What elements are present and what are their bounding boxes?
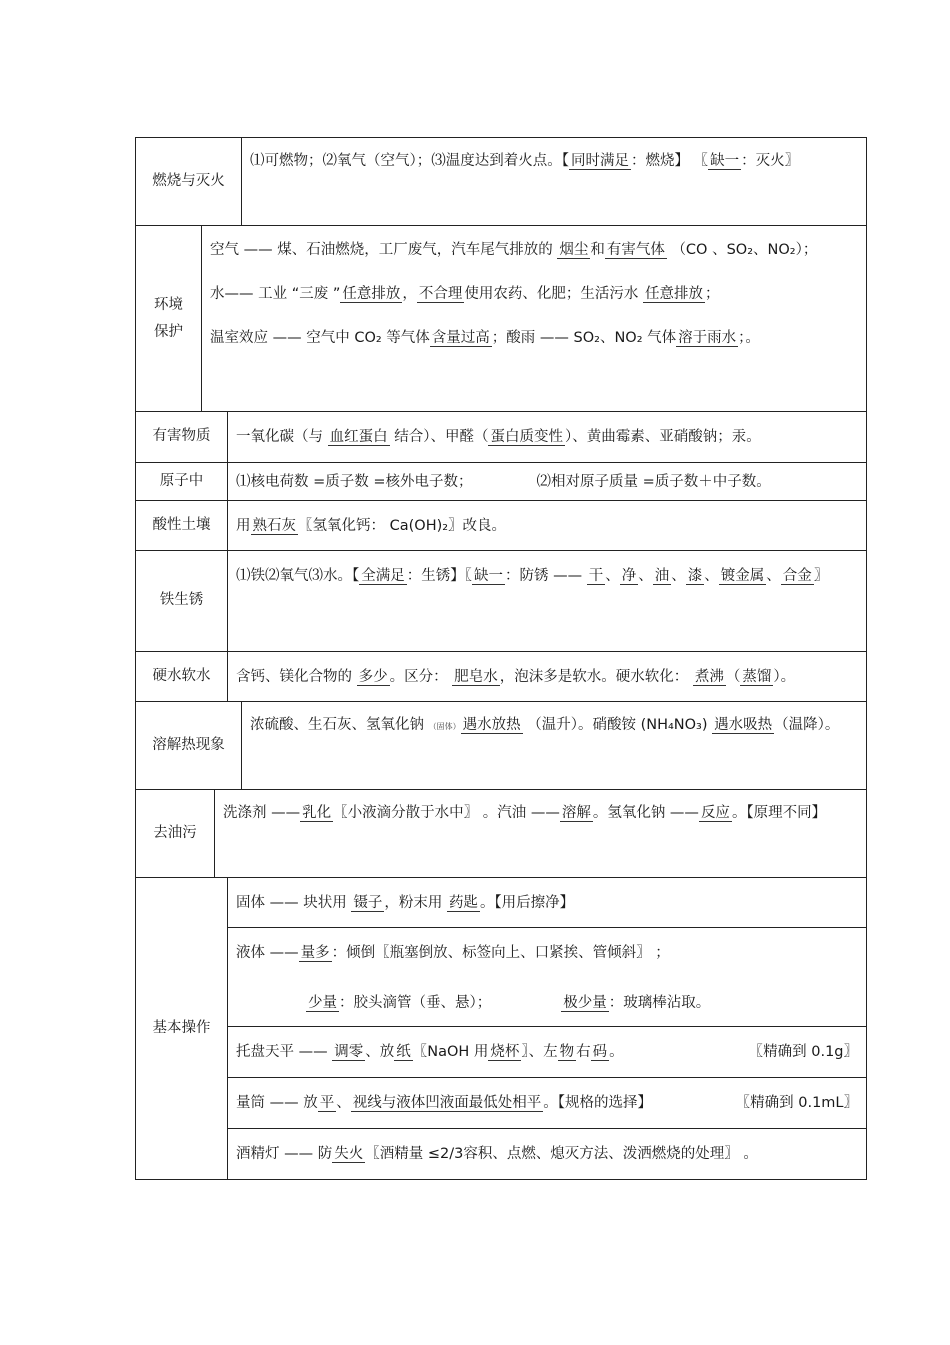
row-harmful [135, 412, 867, 463]
content-combustion: ⑴可燃物；⑵氧气（空气）；⑶温度达到着火点。【 同时满足 ：燃烧】 〖 缺一 ：灭火〗 [250, 153, 800, 169]
row-basic-operations [135, 878, 867, 1180]
content-harmful: 一氧化碳（与 血红蛋白 结合）、甲醛（ 蛋白质变性 ）、黄曲霉素、亚硝酸钠；汞。 [236, 429, 761, 445]
label-iron-rust: 铁生锈 [136, 551, 228, 651]
label-dissolution-heat: 溶解热现象 [136, 702, 242, 789]
label-hard-water: 硬水软水 [136, 652, 228, 701]
content-acid-soil: 用 熟石灰 〖氢氧化钙： Ca(OH)₂〗改良。 [236, 518, 507, 534]
row-iron-rust [135, 551, 867, 652]
label-atom: 原子中 [136, 463, 228, 500]
op-cylinder: 量筒 —— 放 平 、 视线与液体凹液面最低处相平 。【规格的选择】 〖精确到 0.1mL〗 [228, 1078, 866, 1129]
content-environment: 空气 —— 煤、石油燃烧，工厂废气，汽车尾气排放的 烟尘 和 有害气体 （CO 、SO₂、NO₂）； 水—— 工业 “三废 ” 任意排放 ， 不合理 使用农药、化肥；生活污水 任意排放 ； 温室效应 —— 空气中 CO₂ 等气体 含量过高 ；酸雨 —— SO₂、NO₂ 气体 溶于雨水 ；。 [210, 242, 818, 346]
content-iron-rust: ⑴铁⑵氧气⑶水。【 全满足 ：生锈】〖 缺一 ：防锈 —— 干 、 净 、 油 、 漆 、 镀金属 、 合金 〗 [236, 568, 829, 584]
row-environment [135, 226, 867, 412]
op-alcohol-lamp: 酒精灯 —— 防 失火 〖酒精量 ≤2/3容积、点燃、熄灭方法、泼洒燃烧的处理〗 。 [236, 1146, 758, 1162]
op-balance: 托盘天平 —— 调零 、放 纸 〖NaOH 用 烧杯 〗、左 物 右 码 。 〖精确到 0.1g〗 [228, 1027, 866, 1078]
row-dissolution-heat [135, 702, 867, 790]
content-degrease: 洗涤剂 —— 乳化 〖小液滴分散于水中〗 。汽油 —— 溶解 。氢氧化钠 —— 反应 。【原理不同】 [223, 805, 827, 821]
notes-table [135, 137, 867, 1180]
content-dissolution-heat: 浓硫酸、生石灰、氢氧化钠 （固体） 遇水放热 （温升）。硝酸铵 (NH₄NO₃) 遇水吸热 （温降）。 [250, 717, 840, 733]
label-acid-soil: 酸性土壤 [136, 501, 228, 550]
content-atom: ⑴核电荷数 =质子数 =核外电子数； ⑵相对原子质量 =质子数＋中子数。 [236, 474, 771, 490]
row-degrease [135, 790, 867, 878]
label-degrease: 去油污 [136, 790, 215, 877]
label-combustion: 燃烧与灭火 [136, 138, 242, 225]
op-liquid: 液体 —— 量多 ：倾倒〖瓶塞倒放、标签向上、口紧挨、管倾斜〗 ； 少量 ：胶头滴管（垂、悬）； 极少量 ：玻璃棒沾取。 [228, 928, 866, 1027]
op-solid: 固体 —— 块状用 镊子 ，粉末用 药匙 。【用后擦净】 [228, 878, 866, 928]
row-hard-water [135, 652, 867, 702]
label-harmful: 有害物质 [136, 412, 228, 462]
label-environment: 环境保护 [136, 226, 202, 411]
content-hard-water: 含钙、镁化合物的 多少 。区分： 肥皂水 ，泡沫多是软水。硬水软化： 煮沸 （ 蒸馏 ）。 [236, 669, 796, 685]
content-basic-operations [228, 878, 866, 1179]
row-combustion [135, 137, 867, 226]
label-basic-operations: 基本操作 [136, 878, 228, 1179]
row-acid-soil [135, 501, 867, 551]
row-atom [135, 463, 867, 501]
